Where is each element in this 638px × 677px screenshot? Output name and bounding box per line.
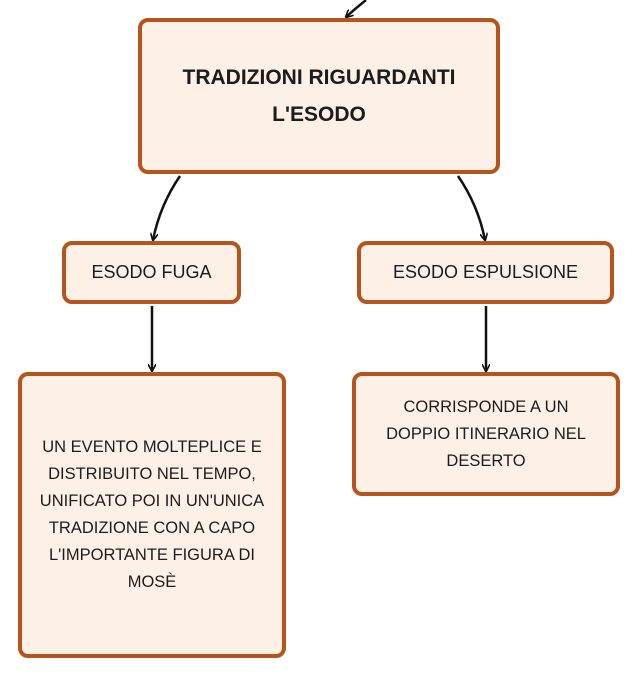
esodo-espulsione-description-text: CORRISPONDE A UN DOPPIO ITINERARIO NEL DESERTO [386,397,586,470]
node-esodo-fuga[interactable] [62,241,241,304]
connector-root-to-esodo-espulsione [458,176,485,240]
incoming-connector [346,0,366,17]
connector-root-to-esodo-fuga [153,176,180,240]
esodo-fuga-description-text: UN EVENTO MOLTEPLICE E DISTRIBUITO NEL TEMPO, UNIFICATO POI IN UN'UNICA TRADIZIONE CON A CAPO L'IMPORTANTE FIGURA DI MOSÈ [39,438,265,591]
node-esodo-fuga-label: ESODO FUGA [91,262,212,282]
root-node[interactable] [138,18,500,174]
node-esodo-espulsione-description[interactable] [352,372,620,496]
node-esodo-fuga-description[interactable] [18,372,286,658]
node-esodo-espulsione[interactable] [357,241,614,304]
root-title-line-1: TRADIZIONI RIGUARDANTI [182,66,456,89]
root-title-line-2: L'ESODO [272,103,366,126]
node-esodo-espulsione-label: ESODO ESPULSIONE [392,262,579,282]
